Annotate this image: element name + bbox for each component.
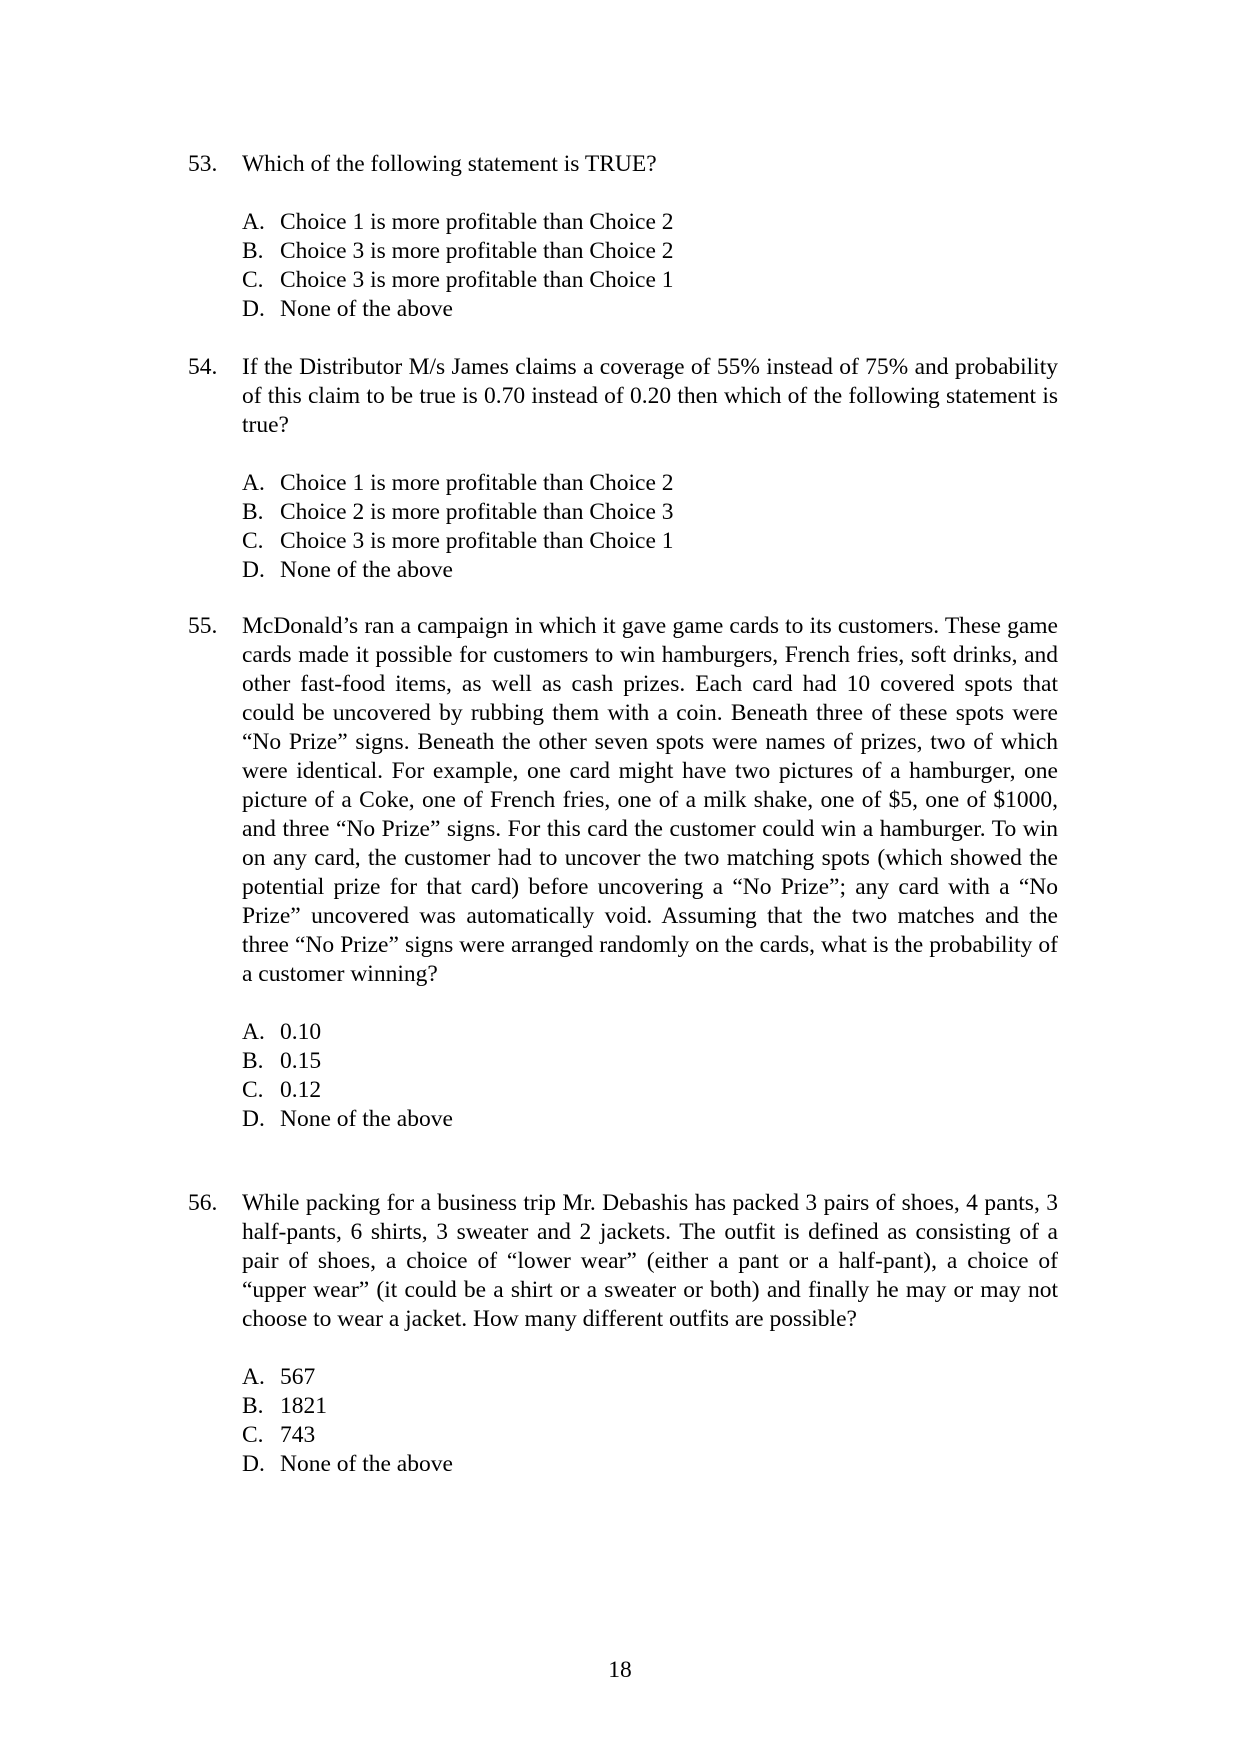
option-letter: B. [242, 499, 264, 525]
answer-options [242, 1363, 1058, 1479]
option-text: None of the above [280, 1106, 453, 1132]
question-number: 56. [188, 1190, 218, 1216]
answer-option-d[interactable] [242, 556, 1058, 585]
answer-option-d[interactable] [242, 295, 1058, 324]
option-letter: C. [242, 1422, 264, 1448]
option-text: Choice 3 is more profitable than Choice 1 [280, 528, 674, 554]
answer-option-a[interactable] [242, 208, 1058, 237]
question-number: 55. [188, 613, 218, 639]
option-letter: B. [242, 1393, 264, 1419]
question-text: If the Distributor M/s James claims a coverage of 55% instead of 75% and probability of this claim to be true is 0.70 instead of 0.20 then which of the following statement is true? [242, 354, 1058, 438]
option-letter: C. [242, 1077, 264, 1103]
option-text: Choice 3 is more profitable than Choice 2 [280, 238, 674, 264]
answer-option-b[interactable] [242, 237, 1058, 266]
option-letter: D. [242, 296, 265, 322]
option-text: Choice 2 is more profitable than Choice 3 [280, 499, 674, 525]
answer-options [242, 208, 1058, 324]
option-text: Choice 3 is more profitable than Choice 1 [280, 267, 674, 293]
answer-option-b[interactable] [242, 498, 1058, 527]
option-text: None of the above [280, 557, 453, 583]
option-letter: A. [242, 209, 265, 235]
question-53 [188, 150, 1058, 324]
question-number: 54. [188, 354, 218, 380]
answer-option-c[interactable] [242, 266, 1058, 295]
option-text: 0.12 [280, 1077, 322, 1103]
question-number: 53. [188, 151, 218, 177]
answer-option-c[interactable] [242, 1421, 1058, 1450]
answer-option-a[interactable] [242, 1363, 1058, 1392]
option-letter: A. [242, 1019, 265, 1045]
option-text: None of the above [280, 296, 453, 322]
question-55 [188, 612, 1058, 1134]
option-letter: A. [242, 470, 265, 496]
option-letter: A. [242, 1364, 265, 1390]
question-text: McDonald’s ran a campaign in which it gave game cards to its customers. These game cards made it possible for customers to win hamburgers, French fries, soft drinks, and other fast-food items, as well as cash prizes. Each card had 10 covered spots that could be uncovered by rubbing them with a coin. Beneath three of these spots were “No Prize” signs. Beneath the other seven spots were names of prizes, two of which were identical. For example, one card might have two pictures of a hamburger, one picture of a Coke, one of French fries, one of a milk shake, one of $5, one of $1000, and three “No Prize” signs. For this card the customer could win a hamburger. To win on any card, the customer had to uncover the two matching spots (which showed the potential prize for that card) before uncovering a “No Prize”; any card with a “No Prize” uncovered was automatically void. Assuming that the two matches and the three “No Prize” signs were arranged randomly on the cards, what is the probability of a customer winning? [242, 613, 1058, 987]
answer-option-c[interactable] [242, 527, 1058, 556]
answer-options [242, 469, 1058, 585]
answer-option-b[interactable] [242, 1392, 1058, 1421]
answer-option-b[interactable] [242, 1047, 1058, 1076]
option-text: Choice 1 is more profitable than Choice 2 [280, 209, 674, 235]
option-letter: C. [242, 528, 264, 554]
option-text: 743 [280, 1422, 316, 1448]
option-text: Choice 1 is more profitable than Choice 2 [280, 470, 674, 496]
option-letter: B. [242, 1048, 264, 1074]
option-letter: D. [242, 557, 265, 583]
question-text: While packing for a business trip Mr. Debashis has packed 3 pairs of shoes, 4 pants, 3 half-pants, 6 shirts, 3 sweater and 2 jackets. The outfit is defined as consisting of a pair of shoes, a choice of “lower wear” (either a pant or a half-pant), a choice of “upper wear” (it could be a shirt or a sweater or both) and finally he may or may not choose to wear a jacket. How many different outfits are possible? [242, 1190, 1058, 1332]
page-number: 18 [608, 1657, 632, 1683]
answer-option-d[interactable] [242, 1450, 1058, 1479]
option-text: 1821 [280, 1393, 327, 1419]
answer-option-d[interactable] [242, 1105, 1058, 1134]
option-letter: D. [242, 1451, 265, 1477]
option-letter: C. [242, 267, 264, 293]
option-letter: D. [242, 1106, 265, 1132]
question-56 [188, 1189, 1058, 1479]
answer-option-a[interactable] [242, 1018, 1058, 1047]
answer-option-c[interactable] [242, 1076, 1058, 1105]
option-text: 0.10 [280, 1019, 322, 1045]
option-text: 0.15 [280, 1048, 322, 1074]
option-text: None of the above [280, 1451, 453, 1477]
answer-options [242, 1018, 1058, 1134]
option-text: 567 [280, 1364, 316, 1390]
question-text: Which of the following statement is TRUE? [242, 151, 657, 177]
answer-option-a[interactable] [242, 469, 1058, 498]
question-54 [188, 353, 1058, 585]
option-letter: B. [242, 238, 264, 264]
